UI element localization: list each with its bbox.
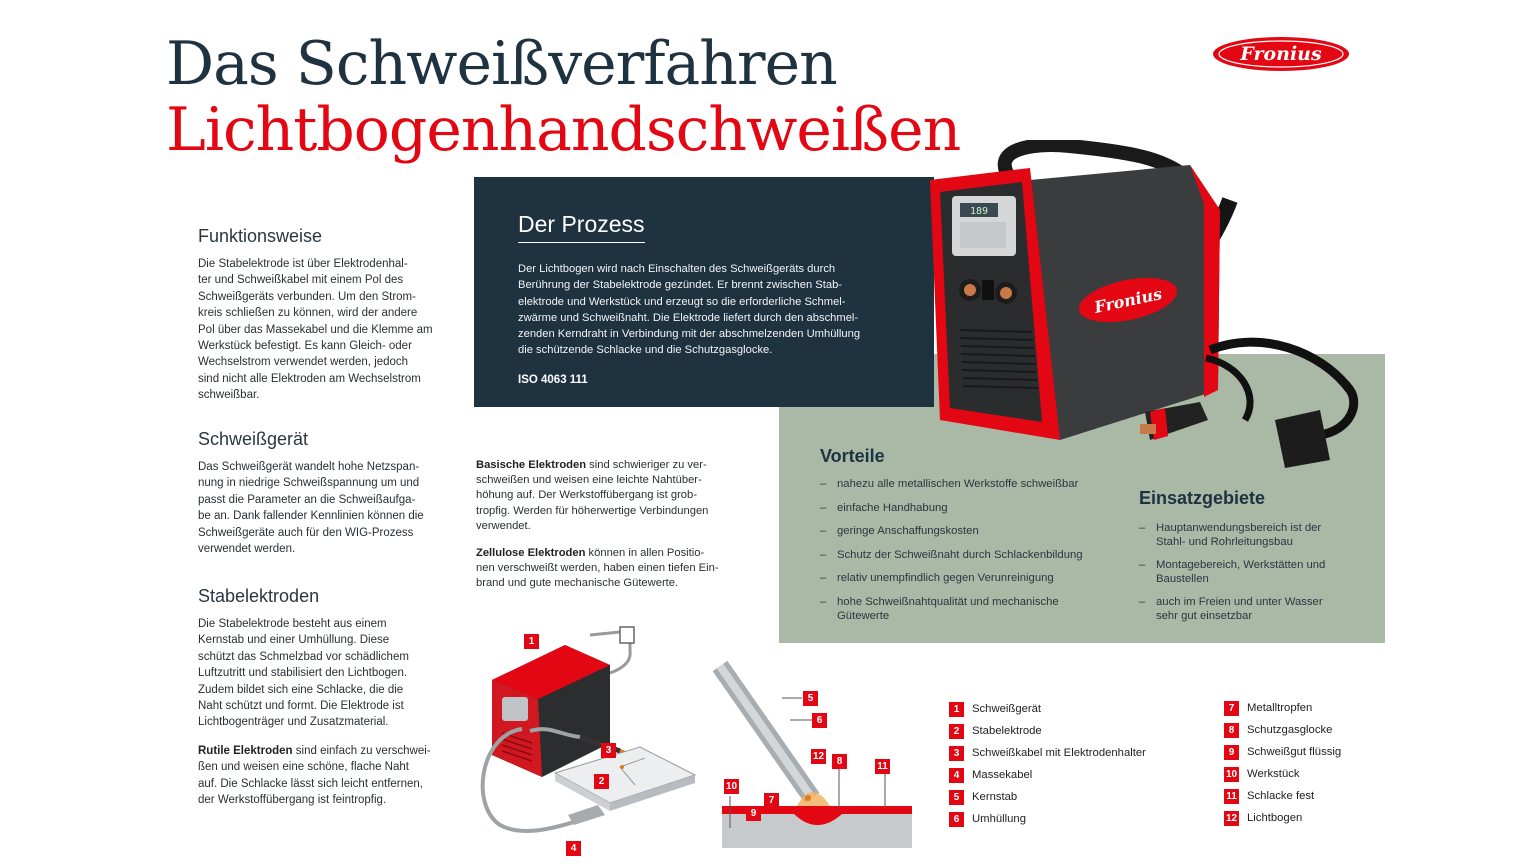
welding-machine-image [900, 140, 1370, 480]
callout-8: 8 [832, 754, 847, 769]
section-schweissgeraet [198, 429, 460, 557]
list-item: – auch im Freien und unter Wasser sehr gut einsetzbar [1139, 595, 1369, 623]
legend-item: 10 Werkstück [1225, 768, 1300, 780]
list-item: – Hauptanwendungsbereich ist der Stahl- und Rohrleitungsbau [1139, 521, 1369, 549]
funktionsweise-text: Die Stabelektrode ist über Elektrodenhal- ter und Schweißkabel mit einem Pol des Schweißgeräts verbunden. Um den Strom- kreis schließen zu können, wird der andere Pol über das Massekabel und die Klemme am Werkstück befestigt. Es kann Gleich- oder Wechselstrom verwendet werden, jedoch sind nicht alle Elektroden am Wechselstrom schweißbar. [198, 258, 433, 402]
callout-4: 4 [566, 841, 581, 856]
process-panel [474, 177, 934, 407]
schweissgeraet-title: Schweißgerät [198, 429, 309, 449]
legend-item: 4 Massekabel [949, 765, 1032, 785]
iso-label: ISO 4063 111 [518, 374, 588, 386]
legend-item: 7 Metalltropfen [1224, 698, 1312, 718]
callout-3: 3 [601, 743, 616, 758]
legend-item: 9 Schweißgut flüssig [1224, 742, 1341, 762]
callout-7: 7 [764, 793, 779, 808]
legend-item: 12 Lichtbogen [1225, 812, 1303, 824]
callout-12: 12 [812, 751, 825, 762]
einsatzgebiete-title: Einsatzgebiete [1139, 488, 1266, 508]
einsatzgebiete-list [1139, 521, 1369, 623]
list-item: – Schutz der Schweißnaht durch Schlackenbildung [820, 548, 1110, 562]
fronius-logo [1212, 36, 1350, 72]
legend-item: 5 Kernstab [949, 787, 1017, 807]
display-value: 189 [969, 206, 989, 217]
legend-item: 2 Stabelektrode [949, 721, 1042, 741]
callout-9: 9 [746, 806, 761, 821]
process-text: Der Lichtbogen wird nach Einschalten des Schweißgeräts durch Berührung der Stabelektrode gezündet. Er brennt zwischen Stab- elektrode und Werkstück und erzeugt so die erforderliche Schmel- zwärme und Schweißnaht. Die Elektrode liefert durch den abschmel- zenden Kerndraht in Verbindung mit der abschmelzenden Umhüllung die schützende Schlacke und die Schutzgasglocke. [518, 263, 861, 357]
callout-11: 11 [875, 759, 890, 774]
stabelektroden-title: Stabelektroden [198, 586, 320, 606]
callout-5: 5 [803, 691, 818, 706]
machine-diagram [470, 625, 720, 857]
list-item: – geringe Anschaffungskosten [820, 524, 1110, 538]
list-item: – nahezu alle metallischen Werkstoffe schweißbar [820, 477, 1110, 491]
page-title: Das Schweißverfahren [166, 29, 837, 99]
vorteile-list [820, 477, 1110, 623]
logo-text: Fronius [1240, 43, 1322, 65]
callout-6: 6 [812, 713, 827, 728]
legend-item: 6 Umhüllung [949, 809, 1026, 829]
basic-electrodes-text: Basische Elektroden sind schwieriger zu ver- schweißen und weisen eine leichte Nahtüber- höhung auf. Der Werkstoffübergang ist grob- tropfig. Werden für höherwertige Verbindungen verwendet. Zellulose Elektroden können in allen Positio- nen verschweißt werden, haben einen tiefen Ein- brand und gute mechanische Gütewerte. [476, 459, 719, 590]
legend-item: 8 Schutzgasglocke [1224, 720, 1332, 740]
section-funktionsweise [198, 226, 460, 404]
callout-2: 2 [594, 774, 609, 789]
machine-logo-text: Fronius [1092, 284, 1164, 317]
callout-1: 1 [524, 634, 539, 649]
legend-item: 1 Schweißgerät [949, 699, 1041, 719]
funktionsweise-title: Funktionsweise [198, 226, 323, 246]
stabelektroden-text: Die Stabelektrode besteht aus einem Kernstab und einer Umhüllung. Diese schützt das Schmelzbad vor schädlichem Luftzutritt und stabilisiert den Lichtbogen. Zudem bildet sich eine Schlacke, die die Naht schützt und formt. Die Elektrode ist Lichtbogenträger und Zusatzmaterial. [198, 618, 409, 729]
list-item: – hohe Schweißnahtqualität und mechanische Gütewerte [820, 595, 1110, 623]
list-item: – einfache Handhabung [820, 501, 1110, 515]
callout-10: 10 [725, 781, 738, 792]
process-title: Der Prozess [518, 211, 645, 243]
legend-item: 11 Schlacke fest [1224, 786, 1314, 806]
legend-item: 3 Schweißkabel mit Elektrodenhalter [949, 743, 1146, 763]
list-item: – Montagebereich, Werkstätten und Baustellen [1139, 558, 1369, 586]
vorteile-title: Vorteile [820, 446, 885, 466]
rutile-text: Rutile Elektroden sind einfach zu verschwei- ßen und weisen eine schöne, flache Naht auf. Die Schlacke lässt sich leicht entfernen, der Werkstoffübergang ist feintropfig. [198, 744, 431, 807]
page-subtitle: Lichtbogenhandschweißen [166, 95, 961, 165]
list-item: – relativ unempfindlich gegen Verunreinigung [820, 571, 1110, 585]
section-stabelektroden [198, 586, 460, 808]
schweissgeraet-text: Das Schweißgerät wandelt hohe Netzspan- nung in niedrige Schweißspannung um und passt die Parameter an die Schweißaufga- be an. Dank fallender Kennlinien können die Schweißgeräte auch für den WIG-Prozess verwendet werden. [198, 461, 424, 556]
einsatzgebiete-section [1139, 488, 1369, 623]
